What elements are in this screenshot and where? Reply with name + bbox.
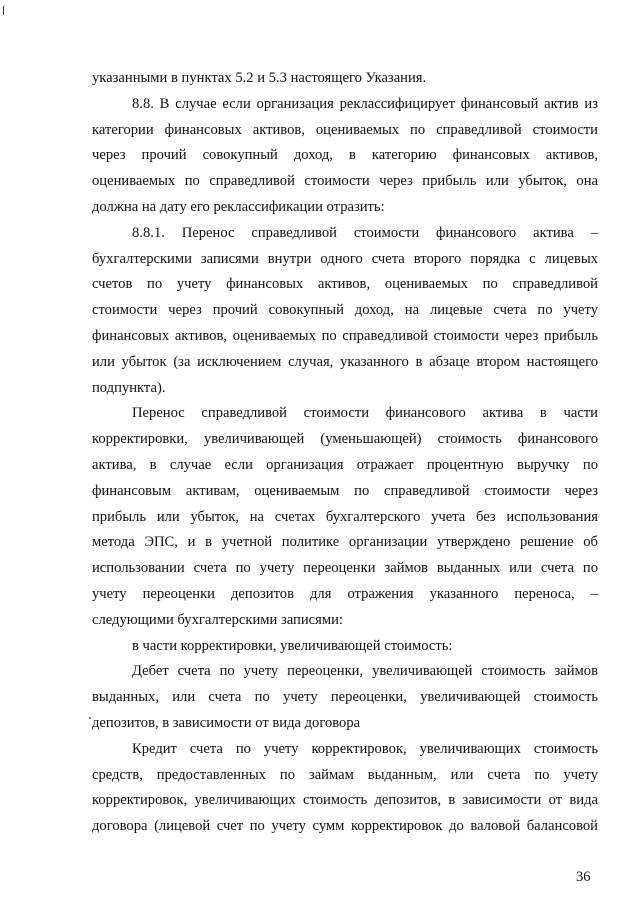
text-line: актива, в случае если организация отражает процентную выручку по bbox=[92, 456, 598, 473]
text-line: финансовым активам, оцениваемым по справедливой стоимости через bbox=[92, 482, 598, 499]
text-line: выданных, или счета по учету переоценки, увеличивающей стоимость bbox=[92, 689, 598, 706]
text-line: бухгалтерскими записями внутри одного счета второго порядка с лицевых bbox=[92, 250, 598, 267]
scan-speck bbox=[89, 717, 91, 719]
text-line: финансовых активов, оцениваемых по справедливой стоимости через прибыль bbox=[92, 327, 598, 344]
text-line: средств, предоставленных по займам выданным, или счета по учету bbox=[92, 766, 598, 783]
text-line: стоимости через прочий совокупный доход, на лицевые счета по учету bbox=[92, 302, 598, 319]
text-line: Дебет счета по учету переоценки, увеличивающей стоимость займов bbox=[132, 663, 598, 680]
text-line: учету переоценки депозитов для отражения указанного переноса, – bbox=[92, 585, 598, 602]
text-line: категории финансовых активов, оцениваемых по справедливой стоимости bbox=[92, 121, 598, 138]
text-line: Кредит счета по учету корректировок, увеличивающих стоимость bbox=[132, 740, 598, 757]
text-line: использовании счета по учету переоценки займов выданных или счета по bbox=[92, 560, 598, 577]
text-line: корректировки, увеличивающей (уменьшающей) стоимость финансового bbox=[92, 431, 598, 448]
text-line: метода ЭПС, и в учетной политике организации утверждено решение об bbox=[92, 534, 598, 551]
page-number: 36 bbox=[576, 869, 591, 885]
text-line: оцениваемых по справедливой стоимости через прибыль или убыток, она bbox=[92, 173, 598, 190]
text-line: подпункта). bbox=[92, 379, 166, 396]
body-text bbox=[92, 66, 598, 840]
text-line: или убыток (за исключением случая, указанного в абзаце втором настоящего bbox=[92, 353, 598, 370]
text-line: 8.8.1. Перенос справедливой стоимости финансового актива – bbox=[132, 224, 598, 241]
text-line: корректировок, увеличивающих стоимость депозитов, в зависимости от вида bbox=[92, 792, 598, 809]
text-line: в части корректировки, увеличивающей стоимость: bbox=[132, 637, 453, 654]
text-line: указанными в пунктах 5.2 и 5.3 настоящего Указания. bbox=[92, 70, 427, 86]
text-line: прибыль или убыток, на счетах бухгалтерского учета без использования bbox=[92, 508, 598, 525]
text-line: договора (лицевой счет по учету сумм корректировок до валовой балансовой bbox=[92, 818, 598, 835]
text-line: депозитов, в зависимости от вида договора bbox=[92, 714, 361, 731]
scan-margin-mark bbox=[3, 6, 4, 15]
text-line: должна на дату его реклассификации отразить: bbox=[92, 198, 385, 215]
text-line: следующими бухгалтерскими записями: bbox=[92, 611, 343, 628]
text-line: счетов по учету финансовых активов, оцениваемых по справедливой bbox=[92, 276, 598, 293]
text-line: через прочий совокупный доход, в категорию финансовых активов, bbox=[92, 147, 598, 164]
text-line: Перенос справедливой стоимости финансового актива в части bbox=[132, 405, 598, 422]
text-line: 8.8. В случае если организация реклассифицирует финансовый актив из bbox=[132, 95, 598, 112]
